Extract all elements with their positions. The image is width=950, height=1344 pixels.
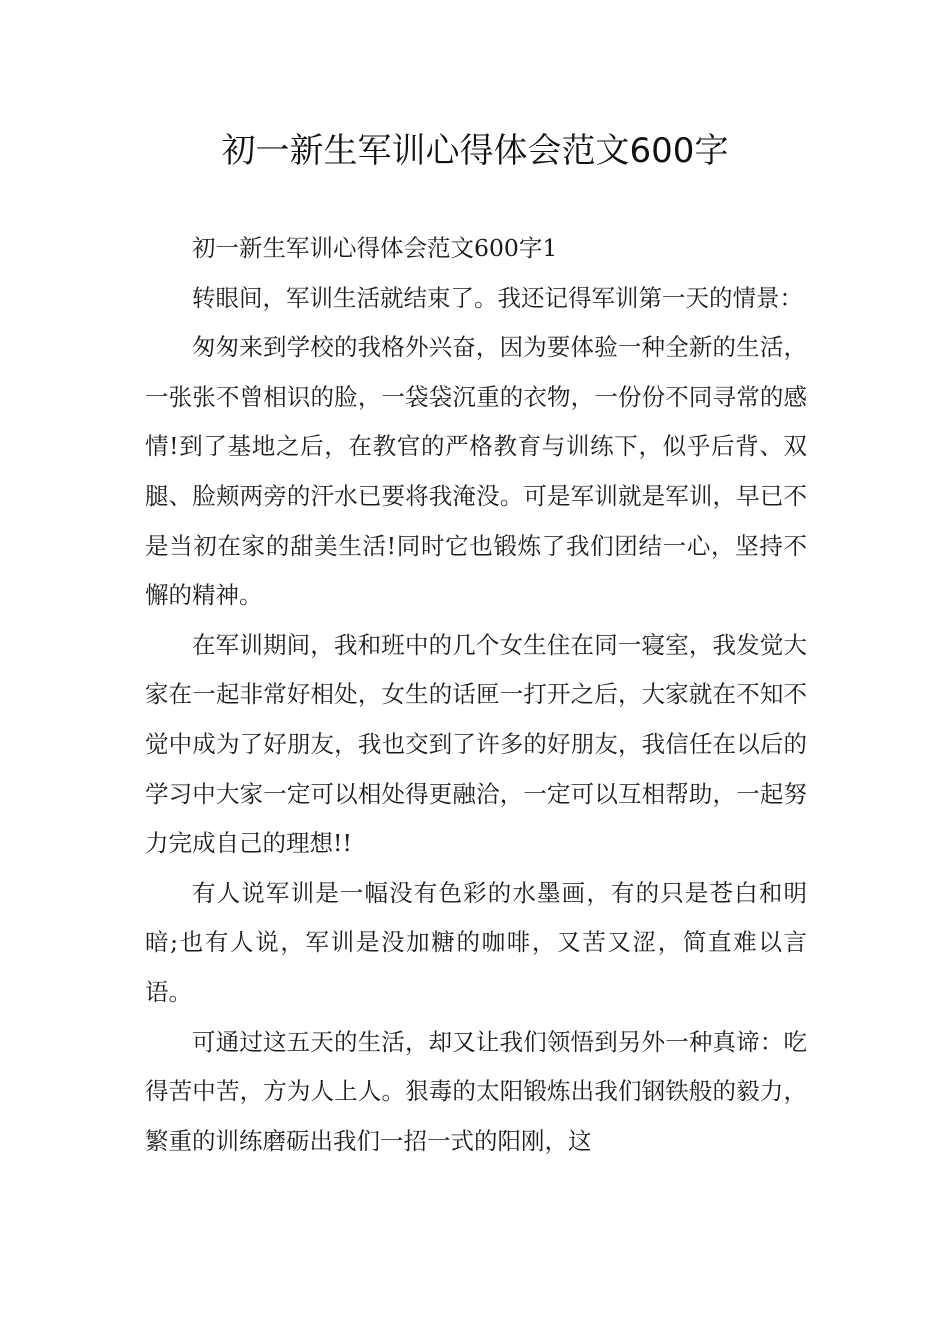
document-title: 初一新生军训心得体会范文600字 [221, 131, 729, 171]
paragraph: 可通过这五天的生活，却又让我们领悟到另外一种真谛：吃得苦中苦，方为人上人。狠毒的太阳锻炼出我们钢铁般的毅力，繁重的训练磨砺出我们一招一式的阳刚，这 [145, 1027, 807, 1155]
document-body [145, 224, 807, 1166]
paragraph: 有人说军训是一幅没有色彩的水墨画，有的只是苍白和明暗;也有人说，军训是没加糖的咖啡，又苦又涩，简直难以言语。 [145, 878, 807, 1006]
paragraph-subtitle: 初一新生军训心得体会范文600字1 [192, 234, 558, 262]
paragraph: 在军训期间，我和班中的几个女生住在同一寝室，我发觉大家在一起非常好相处，女生的话匣一打开之后，大家就在不知不觉中成为了好朋友，我也交到了许多的好朋友，我信任在以后的学习中大家一定可以相处得更融洽，一定可以互相帮助，一起努力完成自己的理想!! [145, 630, 807, 858]
paragraph: 转眼间，军训生活就结束了。我还记得军训第一天的情景： [192, 283, 803, 312]
paragraph: 匆匆来到学校的我格外兴奋，因为要体验一种全新的生活，一张张不曾相识的脸，一袋袋沉重的衣物，一份份不同寻常的感情!到了基地之后，在教官的严格教育与训练下，似乎后背、双腿、脸颊两旁的汗水已要将我淹没。可是军训就是军训，早已不是当初在家的甜美生活!同时它也锻炼了我们团结一心，坚持不懈的精神。 [145, 333, 807, 610]
